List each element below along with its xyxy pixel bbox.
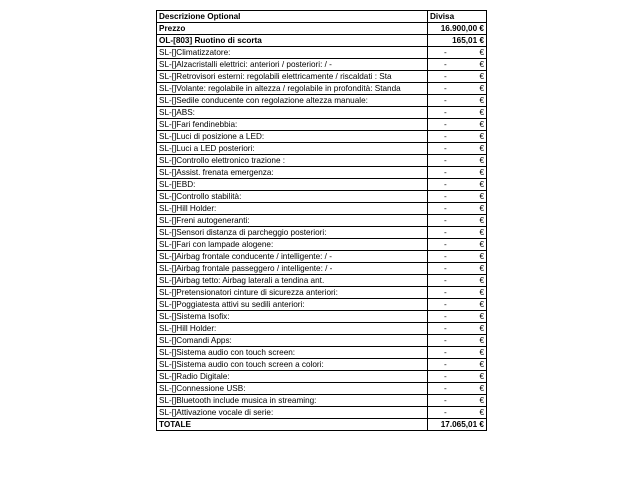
item-value-wrap bbox=[430, 143, 484, 154]
euro-symbol: € bbox=[479, 84, 484, 93]
euro-symbol: € bbox=[479, 168, 484, 177]
table-row bbox=[157, 263, 487, 275]
table-row bbox=[157, 407, 487, 419]
item-value bbox=[428, 191, 487, 203]
item-value-wrap bbox=[430, 335, 484, 346]
euro-symbol: € bbox=[479, 348, 484, 357]
item-value-wrap bbox=[430, 83, 484, 94]
table-row bbox=[157, 335, 487, 347]
item-value-wrap bbox=[430, 359, 484, 370]
item-description: SL-[]Volante: regolabile in altezza / regolabile in profondità: Standa bbox=[157, 83, 428, 95]
table-row bbox=[157, 275, 487, 287]
item-value bbox=[428, 95, 487, 107]
item-value bbox=[428, 203, 487, 215]
item-description: SL-[]Sistema Isofix: bbox=[157, 311, 428, 323]
table-row bbox=[157, 347, 487, 359]
table-row bbox=[157, 251, 487, 263]
table-row bbox=[157, 323, 487, 335]
euro-symbol: € bbox=[479, 216, 484, 225]
euro-symbol: € bbox=[479, 252, 484, 261]
table-row bbox=[157, 299, 487, 311]
item-description: SL-[]Bluetooth include musica in streaming: bbox=[157, 395, 428, 407]
item-value bbox=[428, 359, 487, 371]
euro-symbol: € bbox=[479, 204, 484, 213]
table-body bbox=[157, 11, 487, 431]
item-value-wrap bbox=[430, 275, 484, 286]
item-description: SL-[]Controllo stabilità: bbox=[157, 191, 428, 203]
item-value bbox=[428, 83, 487, 95]
item-value-dash: - bbox=[444, 156, 447, 165]
table-row bbox=[157, 239, 487, 251]
item-value-dash: - bbox=[444, 228, 447, 237]
item-description: SL-[]Sistema audio con touch screen a colori: bbox=[157, 359, 428, 371]
item-value-dash: - bbox=[444, 384, 447, 393]
euro-symbol: € bbox=[479, 132, 484, 141]
euro-symbol: € bbox=[479, 180, 484, 189]
table-row bbox=[157, 215, 487, 227]
item-value-dash: - bbox=[444, 120, 447, 129]
item-value-dash: - bbox=[444, 348, 447, 357]
table-row bbox=[157, 143, 487, 155]
euro-symbol: € bbox=[479, 276, 484, 285]
header-row bbox=[157, 11, 487, 23]
item-value bbox=[428, 215, 487, 227]
item-value-wrap bbox=[430, 167, 484, 178]
item-description: SL-[]Attivazione vocale di serie: bbox=[157, 407, 428, 419]
table-row bbox=[157, 191, 487, 203]
table-row bbox=[157, 395, 487, 407]
table-row bbox=[157, 227, 487, 239]
item-value-wrap bbox=[430, 131, 484, 142]
item-description: SL-[]Radio Digitale: bbox=[157, 371, 428, 383]
item-value bbox=[428, 299, 487, 311]
item-value bbox=[428, 131, 487, 143]
item-description: SL-[]EBD: bbox=[157, 179, 428, 191]
item-value bbox=[428, 263, 487, 275]
euro-symbol: € bbox=[479, 384, 484, 393]
header-description: Descrizione Optional bbox=[157, 11, 428, 23]
euro-symbol: € bbox=[479, 396, 484, 405]
item-value-wrap bbox=[430, 155, 484, 166]
item-description: SL-[]Freni autogeneranti: bbox=[157, 215, 428, 227]
euro-symbol: € bbox=[479, 372, 484, 381]
item-description: SL-[]Controllo elettronico trazione : bbox=[157, 155, 428, 167]
item-value bbox=[428, 119, 487, 131]
item-value-dash: - bbox=[444, 300, 447, 309]
item-value bbox=[428, 311, 487, 323]
euro-symbol: € bbox=[479, 72, 484, 81]
item-description: SL-[]Poggiatesta attivi su sedili anteriori: bbox=[157, 299, 428, 311]
euro-symbol: € bbox=[479, 96, 484, 105]
item-value bbox=[428, 383, 487, 395]
total-value: 17.065,01 € bbox=[428, 419, 487, 431]
item-value bbox=[428, 167, 487, 179]
item-value-dash: - bbox=[444, 360, 447, 369]
item-value-dash: - bbox=[444, 108, 447, 117]
price-label: Prezzo bbox=[157, 23, 428, 35]
euro-symbol: € bbox=[479, 192, 484, 201]
item-value-wrap bbox=[430, 95, 484, 106]
header-currency: Divisa bbox=[428, 11, 487, 23]
euro-symbol: € bbox=[479, 48, 484, 57]
item-value-dash: - bbox=[444, 408, 447, 417]
table-row bbox=[157, 311, 487, 323]
item-value-wrap bbox=[430, 251, 484, 262]
item-value bbox=[428, 71, 487, 83]
item-description: SL-[]Luci di posizione a LED: bbox=[157, 131, 428, 143]
item-value bbox=[428, 239, 487, 251]
item-value-wrap bbox=[430, 203, 484, 214]
item-description: SL-[]Airbag tetto: Airbag laterali a tendina ant. bbox=[157, 275, 428, 287]
item-value-dash: - bbox=[444, 336, 447, 345]
item-value-wrap bbox=[430, 287, 484, 298]
item-value-dash: - bbox=[444, 72, 447, 81]
euro-symbol: € bbox=[479, 264, 484, 273]
table-row bbox=[157, 203, 487, 215]
item-value bbox=[428, 227, 487, 239]
item-value bbox=[428, 251, 487, 263]
item-value-wrap bbox=[430, 383, 484, 394]
item-value bbox=[428, 155, 487, 167]
item-value-dash: - bbox=[444, 84, 447, 93]
euro-symbol: € bbox=[479, 240, 484, 249]
item-value-dash: - bbox=[444, 144, 447, 153]
item-value bbox=[428, 59, 487, 71]
table-row bbox=[157, 167, 487, 179]
item-value bbox=[428, 407, 487, 419]
item-value-dash: - bbox=[444, 276, 447, 285]
item-description: SL-[]Sensori distanza di parcheggio posteriori: bbox=[157, 227, 428, 239]
item-value-dash: - bbox=[444, 396, 447, 405]
item-value-dash: - bbox=[444, 252, 447, 261]
item-value-wrap bbox=[430, 71, 484, 82]
item-value bbox=[428, 335, 487, 347]
item-value-dash: - bbox=[444, 132, 447, 141]
euro-symbol: € bbox=[479, 360, 484, 369]
item-value-dash: - bbox=[444, 180, 447, 189]
table-row bbox=[157, 383, 487, 395]
euro-symbol: € bbox=[479, 300, 484, 309]
item-description: SL-[]Luci a LED posteriori: bbox=[157, 143, 428, 155]
item-value-dash: - bbox=[444, 264, 447, 273]
item-value-wrap bbox=[430, 239, 484, 250]
item-description: SL-[]Connessione USB: bbox=[157, 383, 428, 395]
item-description: SL-[]Assist. frenata emergenza: bbox=[157, 167, 428, 179]
table-row bbox=[157, 359, 487, 371]
item-value-wrap bbox=[430, 179, 484, 190]
item-value-wrap bbox=[430, 323, 484, 334]
item-value-wrap bbox=[430, 47, 484, 58]
item-value-wrap bbox=[430, 311, 484, 322]
table-row bbox=[157, 155, 487, 167]
table-row bbox=[157, 371, 487, 383]
euro-symbol: € bbox=[479, 408, 484, 417]
item-value bbox=[428, 371, 487, 383]
price-row bbox=[157, 23, 487, 35]
item-value-wrap bbox=[430, 347, 484, 358]
euro-symbol: € bbox=[479, 156, 484, 165]
item-description: SL-[]Comandi Apps: bbox=[157, 335, 428, 347]
item-value bbox=[428, 287, 487, 299]
euro-symbol: € bbox=[479, 108, 484, 117]
item-description: SL-[]Hill Holder: bbox=[157, 203, 428, 215]
item-description: SL-[]Pretensionatori cinture di sicurezza anteriori: bbox=[157, 287, 428, 299]
item-value-dash: - bbox=[444, 288, 447, 297]
item-value-wrap bbox=[430, 191, 484, 202]
item-value-dash: - bbox=[444, 240, 447, 249]
item-value-wrap bbox=[430, 299, 484, 310]
euro-symbol: € bbox=[479, 312, 484, 321]
item-description: SL-[]ABS: bbox=[157, 107, 428, 119]
euro-symbol: € bbox=[479, 336, 484, 345]
item-description: SL-[]Sistema audio con touch screen: bbox=[157, 347, 428, 359]
table-row bbox=[157, 119, 487, 131]
item-value-dash: - bbox=[444, 48, 447, 57]
item-value-wrap bbox=[430, 227, 484, 238]
item-value-dash: - bbox=[444, 312, 447, 321]
item-description: SL-[]Retrovisori esterni: regolabili elettricamente / riscaldati : Sta bbox=[157, 71, 428, 83]
item-value-wrap bbox=[430, 371, 484, 382]
item-value bbox=[428, 107, 487, 119]
spare-wheel-value: 165,01 € bbox=[428, 35, 487, 47]
euro-symbol: € bbox=[479, 120, 484, 129]
table-row bbox=[157, 107, 487, 119]
item-value bbox=[428, 323, 487, 335]
item-value-dash: - bbox=[444, 372, 447, 381]
item-description: SL-[]Fari con lampade alogene: bbox=[157, 239, 428, 251]
table-row bbox=[157, 287, 487, 299]
price-value: 16.900,00 € bbox=[428, 23, 487, 35]
item-value-dash: - bbox=[444, 204, 447, 213]
item-value-wrap bbox=[430, 59, 484, 70]
table-row bbox=[157, 47, 487, 59]
euro-symbol: € bbox=[479, 60, 484, 69]
item-description: SL-[]Fari fendinebbia: bbox=[157, 119, 428, 131]
table-row bbox=[157, 131, 487, 143]
euro-symbol: € bbox=[479, 228, 484, 237]
item-value bbox=[428, 47, 487, 59]
item-description: SL-[]Climatizzatore: bbox=[157, 47, 428, 59]
item-value-wrap bbox=[430, 407, 484, 418]
item-description: SL-[]Alzacristalli elettrici: anteriori / posteriori: / - bbox=[157, 59, 428, 71]
total-row bbox=[157, 419, 487, 431]
item-value bbox=[428, 275, 487, 287]
item-value-wrap bbox=[430, 395, 484, 406]
item-value-wrap bbox=[430, 263, 484, 274]
table-row bbox=[157, 71, 487, 83]
item-value bbox=[428, 347, 487, 359]
table-row bbox=[157, 179, 487, 191]
spare-wheel-label: OL-[803] Ruotino di scorta bbox=[157, 35, 428, 47]
item-value-dash: - bbox=[444, 96, 447, 105]
item-description: SL-[]Hill Holder: bbox=[157, 323, 428, 335]
euro-symbol: € bbox=[479, 288, 484, 297]
euro-symbol: € bbox=[479, 144, 484, 153]
table-row bbox=[157, 95, 487, 107]
item-value bbox=[428, 143, 487, 155]
item-value bbox=[428, 395, 487, 407]
spare-wheel-row bbox=[157, 35, 487, 47]
item-value-wrap bbox=[430, 107, 484, 118]
item-value-dash: - bbox=[444, 324, 447, 333]
optional-price-table bbox=[156, 10, 487, 431]
euro-symbol: € bbox=[479, 324, 484, 333]
item-value-dash: - bbox=[444, 192, 447, 201]
item-value-dash: - bbox=[444, 168, 447, 177]
item-description: SL-[]Airbag frontale conducente / intelligente: / - bbox=[157, 251, 428, 263]
total-label: TOTALE bbox=[157, 419, 428, 431]
item-value-wrap bbox=[430, 215, 484, 226]
table-row bbox=[157, 59, 487, 71]
item-value bbox=[428, 179, 487, 191]
item-description: SL-[]Sedile conducente con regolazione altezza manuale: bbox=[157, 95, 428, 107]
item-value-dash: - bbox=[444, 60, 447, 69]
table-row bbox=[157, 83, 487, 95]
item-value-wrap bbox=[430, 119, 484, 130]
item-description: SL-[]Airbag frontale passeggero / intelligente: / - bbox=[157, 263, 428, 275]
item-value-dash: - bbox=[444, 216, 447, 225]
